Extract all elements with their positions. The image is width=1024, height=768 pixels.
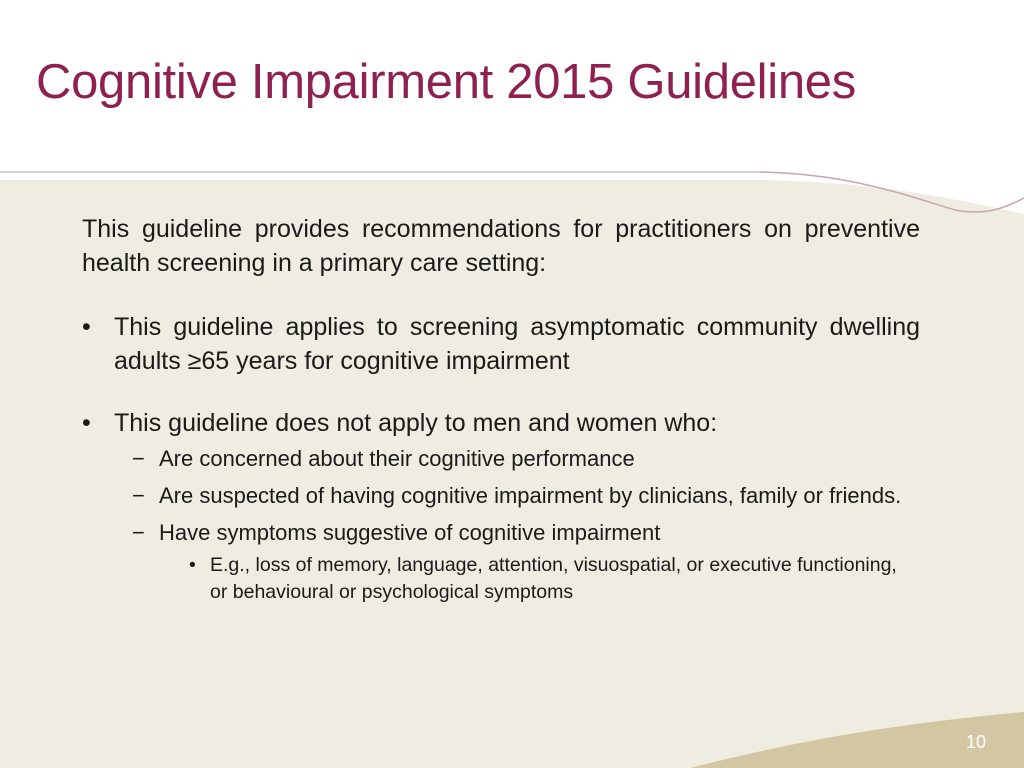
slide-title: Cognitive Impairment 2015 Guidelines [36,55,856,109]
bullet-exclusions-text: • This guideline does not apply to men and women who: [114,409,718,437]
sub-bullet-suspected [114,481,920,511]
bullet-list [82,310,920,606]
sub-bullet-symptoms [114,518,920,606]
page-number: 10 [965,732,986,752]
bullet-scope-text: • This guideline applies to screening asymptomatic community dwelling adults ≥65 years for cognitive impairment [114,313,920,375]
bullet-exclusions [82,406,920,606]
symptom-examples-list [159,552,920,606]
symptom-examples-text: • E.g., loss of memory, language, attention, visuospatial, or executive functioning, or behavioural or psychological symptoms [210,554,897,603]
sub-bullet-symptoms-text: − Have symptoms suggestive of cognitive impairment [159,520,661,545]
exclusion-sublist [114,444,920,606]
bullet-scope [82,310,920,378]
intro-paragraph: This guideline provides recommendations for practitioners on preventive health screening in a primary care setting: [82,215,920,277]
sub-bullet-suspected-text: − Are suspected of having cognitive impairment by clinicians, family or friends. [159,483,902,508]
symptom-examples-item [159,552,920,606]
slide-body [82,212,920,613]
sub-bullet-concerned-text: − Are concerned about their cognitive performance [159,446,635,471]
sub-bullet-concerned [114,444,920,474]
